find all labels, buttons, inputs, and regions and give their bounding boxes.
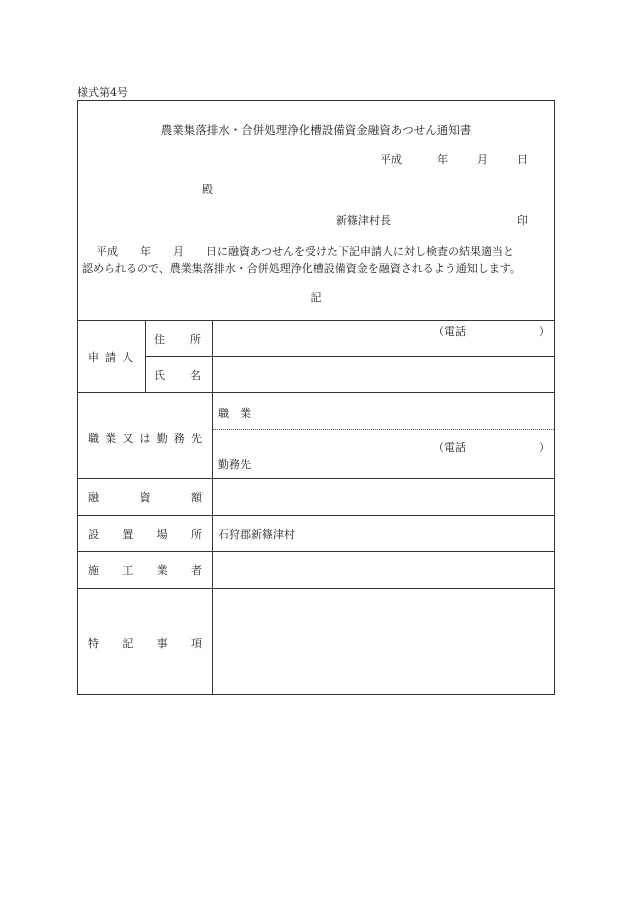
label-char: 設 xyxy=(88,528,99,541)
applicant-divider xyxy=(145,320,146,392)
issue-date xyxy=(380,151,528,167)
label-char: 勤 xyxy=(156,432,168,445)
note-label: 記 xyxy=(310,291,322,304)
label-char: 記 xyxy=(122,637,134,650)
phone-open: （電話 xyxy=(433,325,466,338)
notice-body xyxy=(82,243,552,277)
label-char: 工 xyxy=(122,564,134,577)
label-char: は xyxy=(139,432,151,445)
row-rule xyxy=(78,515,554,516)
label-char: 住 xyxy=(154,333,165,346)
label-char: 者 xyxy=(190,564,202,577)
occupation-dotted-rule xyxy=(212,429,554,430)
label-char: 項 xyxy=(190,637,202,650)
name-label xyxy=(154,367,201,383)
occupation-field-label: 職 業 xyxy=(218,407,251,420)
row-rule xyxy=(78,478,554,479)
label-char: 職 xyxy=(88,432,99,445)
label-char: 所 xyxy=(190,528,202,541)
address-phone xyxy=(433,323,550,339)
phone-open: （電話 xyxy=(433,441,466,454)
installation-site-value: 石狩郡新篠津村 xyxy=(218,528,295,541)
label-char: 又 xyxy=(122,432,134,445)
label-char: 氏 xyxy=(154,369,165,382)
label-char: 特 xyxy=(88,637,99,650)
address-name-rule xyxy=(145,356,554,357)
form-number: 様式第4号 xyxy=(77,86,128,99)
notice-form xyxy=(77,100,555,695)
date-day: 日 xyxy=(517,153,528,166)
label-column-divider xyxy=(212,320,213,695)
date-era: 平成 xyxy=(380,153,402,166)
document-title: 農業集落排水・合併処理浄化槽設備資金融資あつせん通知書 xyxy=(160,123,472,137)
label-char: 業 xyxy=(156,564,168,577)
label-char: 融 xyxy=(88,491,99,504)
label-char: 名 xyxy=(190,369,201,382)
remarks-label xyxy=(88,635,202,651)
date-month: 月 xyxy=(477,153,488,166)
label-char: 場 xyxy=(156,528,168,541)
row-rule xyxy=(78,588,554,589)
label-char: 業 xyxy=(105,432,117,445)
label-char: 額 xyxy=(191,491,202,504)
date-year: 年 xyxy=(437,153,448,166)
contractor-label xyxy=(88,562,202,578)
row-rule xyxy=(78,392,554,393)
label-char: 所 xyxy=(190,333,201,346)
applicant-label xyxy=(88,349,139,365)
row-rule xyxy=(78,551,554,552)
label-char: 施 xyxy=(88,564,99,577)
phone-close: ） xyxy=(539,325,550,338)
table-top-rule xyxy=(78,320,554,321)
label-char: 事 xyxy=(156,637,168,650)
workplace-phone xyxy=(433,439,550,455)
applicant-label-text: 申請人 xyxy=(88,351,139,364)
addressee-suffix: 殿 xyxy=(202,183,213,196)
label-char: 先 xyxy=(190,432,202,445)
phone-close: ） xyxy=(539,441,550,454)
seal-mark: 印 xyxy=(517,214,528,227)
label-char: 務 xyxy=(173,432,185,445)
body-line-1: 平成 年 月 日に融資あつせんを受けた下記申請人に対し検査の結果適当と xyxy=(96,245,514,258)
sender-name: 新篠津村長 xyxy=(336,214,391,227)
address-label xyxy=(154,331,201,347)
label-char: 資 xyxy=(139,491,151,504)
occupation-group-label xyxy=(88,430,202,446)
body-line-2: 認められるので、農業集落排水・合併処理浄化槽設備資金を融資されるよう通知します。 xyxy=(82,262,521,275)
installation-site-label xyxy=(88,526,202,542)
label-char: 置 xyxy=(122,528,134,541)
workplace-field-label: 勤務先 xyxy=(218,458,251,471)
loan-amount-label xyxy=(88,489,202,505)
